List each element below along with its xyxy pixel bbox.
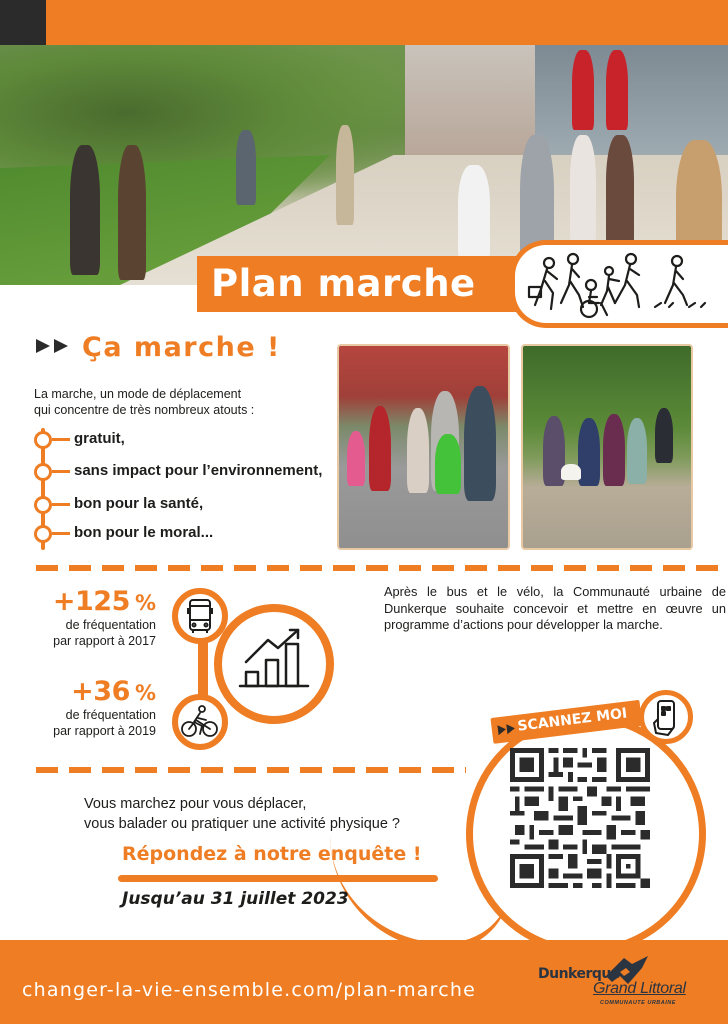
- bullet-ring-icon: [34, 463, 52, 481]
- hero-pedestrian: [570, 135, 596, 245]
- hero-pedestrian: [606, 135, 634, 250]
- logo-line1: Dunkerque: [538, 966, 620, 982]
- logo-line2: Grand Littoral: [593, 980, 686, 997]
- qr-code[interactable]: [510, 748, 650, 888]
- hero-building: [405, 45, 535, 155]
- bullet-ring-icon: [34, 496, 52, 514]
- photo-figure: [347, 431, 365, 486]
- stat-unit: %: [134, 591, 156, 615]
- hero-pedestrian: [236, 130, 256, 205]
- stat-bike: [40, 676, 156, 739]
- dashed-divider: [36, 767, 466, 773]
- stat-bus: [40, 586, 156, 649]
- page-title: Plan marche: [211, 262, 476, 305]
- survey-question: [84, 794, 400, 834]
- bullet-dash: [52, 470, 70, 473]
- photo-figure: [369, 406, 391, 491]
- list-item: [32, 428, 332, 450]
- qr-code-image: [510, 748, 650, 888]
- double-arrow-icon: [36, 337, 76, 359]
- intro-line: La marche, un mode de déplacement: [34, 387, 242, 401]
- circle-connector: [198, 640, 208, 700]
- hero-pedestrian: [336, 125, 354, 225]
- logo-line3: COMMUNAUTE URBAINE: [600, 1000, 676, 1006]
- stat-value: +36: [71, 676, 130, 707]
- bullet-dash: [52, 532, 70, 535]
- footer: [0, 940, 728, 1024]
- photo-city-walkers: [337, 344, 510, 550]
- bullet-ring-icon: [34, 525, 52, 543]
- benefit-label: sans impact pour l’environnement,: [74, 462, 323, 479]
- phone-scan-icon: [644, 695, 688, 739]
- list-item: [32, 493, 332, 515]
- bus-circle: [172, 588, 228, 644]
- cyclist-icon: [178, 700, 222, 744]
- stat-value: +125: [52, 586, 130, 617]
- intro-line: qui concentre de très nombreux atouts :: [34, 403, 255, 417]
- bullet-dash: [52, 438, 70, 441]
- pedestrian-pictograms-panel: [510, 240, 728, 328]
- benefit-label: bon pour la santé,: [74, 495, 204, 512]
- intro-text: [34, 386, 334, 418]
- top-banner-dark-corner: [0, 0, 46, 45]
- double-arrow-icon: [497, 723, 516, 735]
- section-title-text: Ça marche !: [82, 332, 281, 363]
- benefits-list: [32, 428, 332, 553]
- bike-circle: [172, 694, 228, 750]
- description-text: Après le bus et le vélo, la Communauté urbaine de Dunkerque souhaite concevoir et mettre en œuvre un programme d’actions pour développer la marche.: [384, 584, 726, 632]
- stat-unit: %: [134, 681, 156, 705]
- photo-figure: [407, 408, 429, 493]
- hero-pedestrian: [458, 165, 490, 260]
- hero-red-parasol: [572, 50, 594, 130]
- bus-icon: [178, 594, 222, 638]
- benefit-label: gratuit,: [74, 430, 125, 447]
- survey-question-line: Vous marchez pour vous déplacer,: [84, 796, 307, 812]
- survey-deadline: Jusqu’au 31 juillet 2023: [122, 889, 349, 909]
- dashed-divider: [36, 565, 726, 571]
- footer-url-link[interactable]: changer-la-vie-ensemble.com/plan-marche: [22, 979, 476, 1001]
- title-band: [197, 256, 517, 312]
- photo-figure: [627, 418, 647, 484]
- scan-me-label: SCANNEZ MOI: [516, 705, 629, 735]
- stat-desc: de fréquentation: [65, 618, 156, 632]
- hero-pedestrian: [70, 145, 100, 275]
- cta-underline: [118, 875, 438, 882]
- section-title: [36, 332, 281, 363]
- bullet-dash: [52, 503, 70, 506]
- photo-figure: [655, 408, 673, 463]
- survey-question-line: vous balader ou pratiquer une activité physique ?: [84, 816, 400, 832]
- benefit-label: bon pour le moral...: [74, 524, 214, 541]
- survey-cta: Répondez à notre enquête !: [122, 843, 422, 865]
- photo-figure: [561, 464, 581, 480]
- dunkerque-logo: [536, 954, 706, 1016]
- bullet-ring-icon: [34, 431, 52, 449]
- list-item: [32, 460, 332, 482]
- photo-figure: [435, 434, 461, 494]
- stat-desc: par rapport à 2019: [53, 724, 156, 738]
- stat-desc: de fréquentation: [65, 708, 156, 722]
- photo-figure: [578, 418, 600, 486]
- growth-chart-icon: [222, 612, 326, 716]
- top-banner: [0, 0, 728, 45]
- photo-park-walkers: [521, 344, 693, 550]
- hero-red-parasol: [606, 50, 628, 130]
- phone-scan-circle: [639, 690, 693, 744]
- photo-figure: [464, 386, 496, 501]
- pedestrian-pictograms-icon: [527, 251, 717, 321]
- photo-figure: [603, 414, 625, 486]
- growth-chart-circle: [214, 604, 334, 724]
- list-item: [32, 522, 332, 544]
- stat-desc: par rapport à 2017: [53, 634, 156, 648]
- hero-pedestrian: [118, 145, 146, 280]
